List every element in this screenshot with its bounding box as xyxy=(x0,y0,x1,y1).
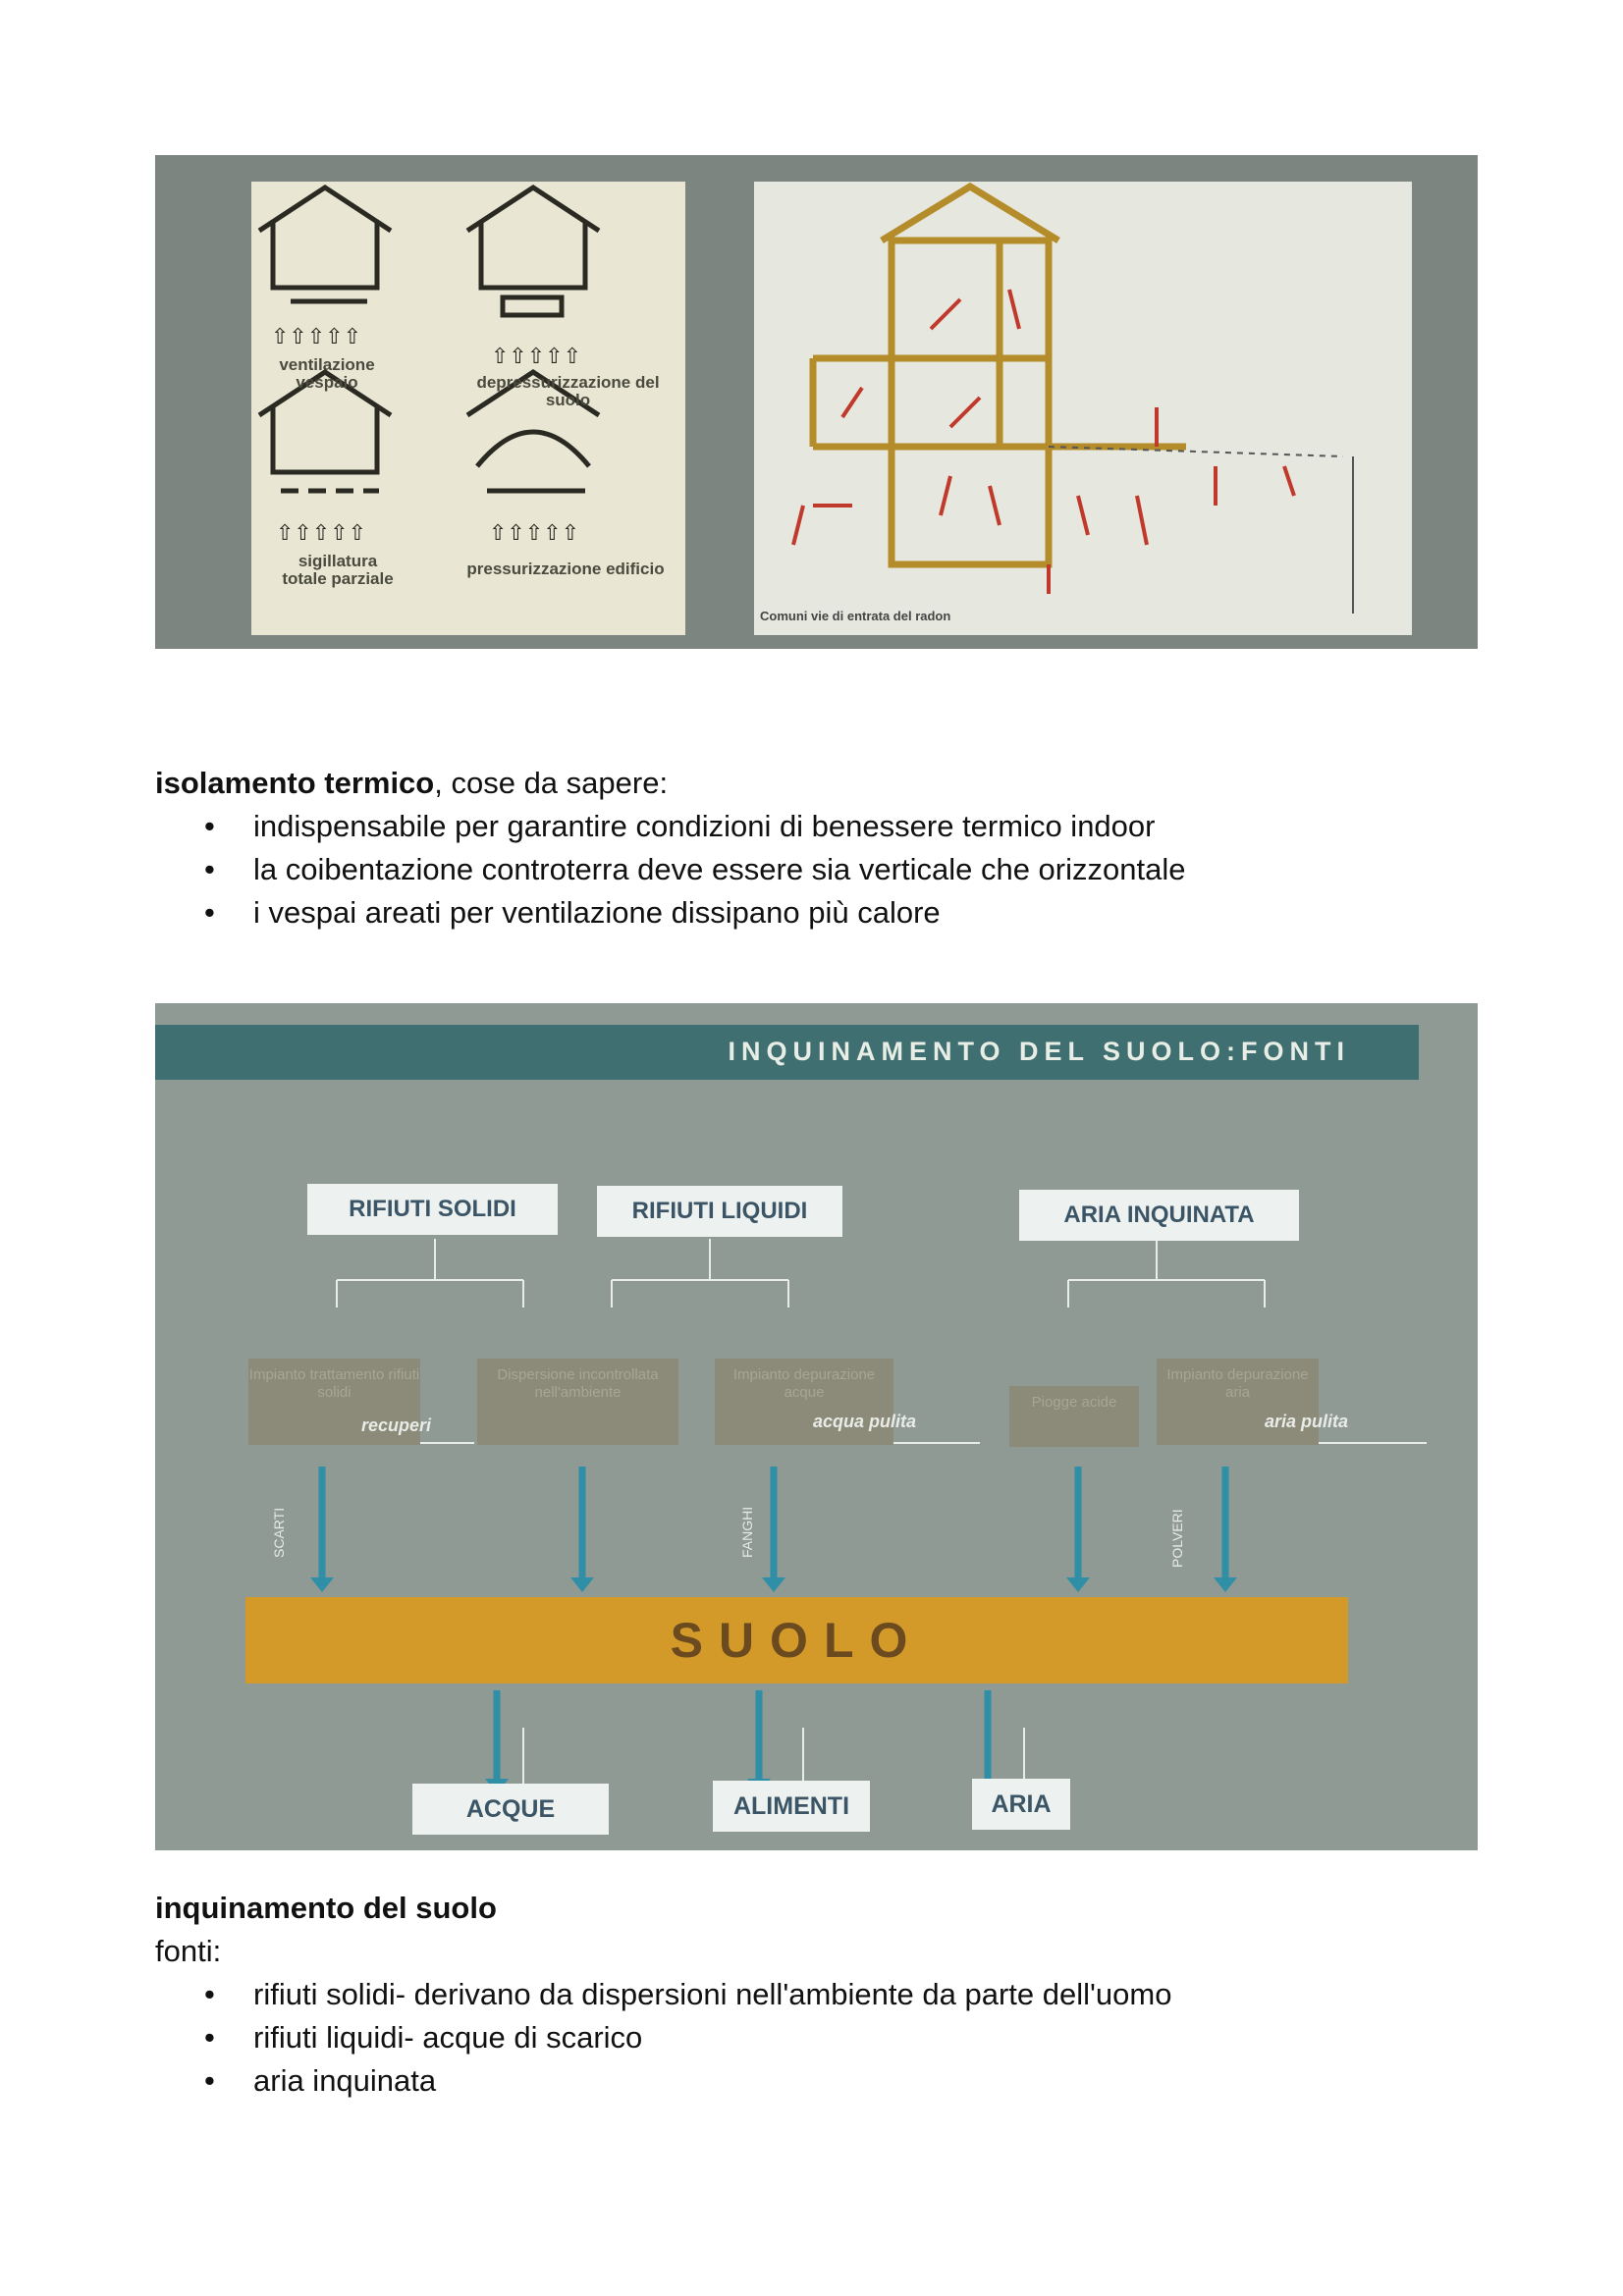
label-aria-pulita: aria pulita xyxy=(1265,1412,1349,1431)
section-inquinamento-suolo xyxy=(155,1887,1171,2103)
process-piogge-acide: Piogge acide xyxy=(1009,1386,1139,1447)
list-item: • indispensabile per garantire condizioni di benessere termico indoor xyxy=(155,805,1185,848)
suolo-bar xyxy=(245,1597,1348,1683)
label-sigillatura: sigillatura totale parziale xyxy=(282,552,394,588)
svg-text:⇧⇧⇧⇧⇧: ⇧⇧⇧⇧⇧ xyxy=(276,521,367,546)
list-item: • rifiuti solidi- derivano da dispersioni nell'ambiente da parte dell'uomo xyxy=(155,1973,1171,2016)
section-2-subheading: fonti: xyxy=(155,1934,222,1968)
source-rifiuti-liquidi: RIFIUTI LIQUIDI xyxy=(597,1186,842,1237)
process-depurazione-aria: Impianto depurazione aria xyxy=(1157,1359,1319,1445)
label-recuperi: recuperi xyxy=(361,1415,432,1435)
radon-entry-panel xyxy=(754,182,1412,635)
label-polveri: POLVERI xyxy=(1169,1509,1185,1568)
svg-text:⇧⇧⇧⇧⇧: ⇧⇧⇧⇧⇧ xyxy=(489,521,580,546)
list-item: • rifiuti liquidi- acque di scarico xyxy=(155,2016,1171,2059)
output-aria: ARIA xyxy=(972,1779,1070,1830)
section-1-bullet-list xyxy=(155,805,1185,934)
section-1-heading-line xyxy=(155,762,1185,805)
process-dispersione: Dispersione incontrollata nell'ambiente xyxy=(477,1359,678,1445)
output-alimenti: ALIMENTI xyxy=(713,1781,870,1832)
svg-text:⇧⇧⇧⇧⇧: ⇧⇧⇧⇧⇧ xyxy=(491,345,582,369)
label-scarti: SCARTI xyxy=(271,1507,287,1558)
section-2-bullet-list xyxy=(155,1973,1171,2103)
source-aria-inquinata: ARIA INQUINATA xyxy=(1019,1190,1299,1241)
list-item: • la coibentazione controterra deve essere sia verticale che orizzontale xyxy=(155,848,1185,891)
soil-pollution-figure xyxy=(155,1003,1478,1850)
section-isolamento-termico xyxy=(155,762,1185,934)
svg-text:⇧⇧⇧⇧⇧: ⇧⇧⇧⇧⇧ xyxy=(271,325,362,349)
label-ventilazione-vespaio: ventilazione vespaio xyxy=(279,355,375,392)
label-pressurizzazione: pressurizzazione edificio xyxy=(466,560,665,578)
process-trattamento-rifiuti: Impianto trattamento rifiuti solidi xyxy=(248,1359,420,1445)
radon-house-drawing xyxy=(754,182,1412,635)
suolo-label: SUOLO xyxy=(670,1613,924,1668)
section-1-heading-suffix: , cose da sapere: xyxy=(434,766,669,800)
radon-caption: Comuni vie di entrata del radon xyxy=(760,609,951,623)
label-fanghi: FANGHI xyxy=(739,1506,755,1558)
label-depressurizzazione: depressurizzazione del suolo xyxy=(476,373,660,409)
mitigation-methods-panel xyxy=(251,182,685,635)
label-acqua-pulita: acqua pulita xyxy=(813,1412,917,1431)
list-item: • aria inquinata xyxy=(155,2059,1171,2103)
section-1-heading: isolamento termico xyxy=(155,766,435,800)
figure-title: INQUINAMENTO DEL SUOLO:FONTI xyxy=(728,1037,1350,1066)
output-acque: ACQUE xyxy=(412,1784,609,1835)
section-2-heading: inquinamento del suolo xyxy=(155,1891,497,1925)
list-item: • i vespai areati per ventilazione dissipano più calore xyxy=(155,891,1185,934)
source-rifiuti-solidi: RIFIUTI SOLIDI xyxy=(307,1184,558,1235)
process-depurazione-acque: Impianto depurazione acque xyxy=(715,1359,893,1445)
radon-mitigation-figure xyxy=(155,155,1478,649)
